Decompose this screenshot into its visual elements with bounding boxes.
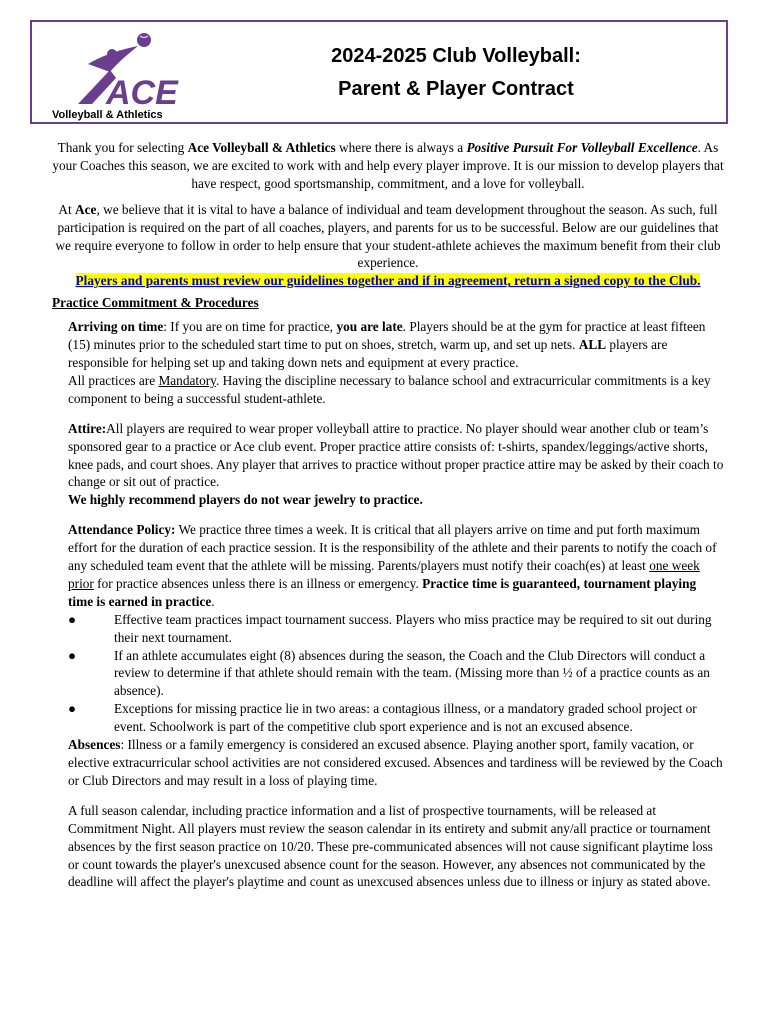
intro-paragraph-1: Thank you for selecting Ace Volleyball & Athletics where there is always a Positive Pursuit For Volleyball Excellence. As your Coaches this season, we are excited to work with and help every player improve. It is our mission to develop players that have respect, good sportsmanship, commitment, and a love for volleyball. — [52, 140, 724, 191]
attendance-bullet-list — [68, 611, 724, 736]
arriving-on-time-block: Arriving on time: If you are on time for practice, you are late. Players should be at the gym for practice at least fifteen (15) minutes prior to the scheduled start time to put on shoes, stretch, warm up, and set up nets. ALL players are responsible for helping set up and taking down nets and equipment at every practice. All practices are Mandatory. Having the discipline necessary to balance school and extracurricular commitments is a key component to being a successful student-athlete. — [68, 319, 711, 406]
bullet-icon: ● — [68, 701, 77, 717]
calendar-block: A full season calendar, including practice information and a list of prospective tournaments, will be released at Commitment Night. All players must review the season calendar in its entirety and submit any/all practice or tournament absences by the first season practice on 10/20. These pre-communicated absences will not cause significant playtime loss or count towards the player's unexcused absence count for the season. However, any absences not communicated by the deadline will affect the player's playtime and count as unexcused absences unless due to illness or injury as stated above. — [68, 802, 713, 890]
attire-block: Attire:All players are required to wear proper volleyball attire to practice. No player should wear another club or team’s sponsored gear to a practice or Ace club event. Proper practice attire consists of: t-shirts, spandex/leggings/active shorts, knee pads, and court shoes. Any player that arrives to practice without proper practice attire may be asked by their coach to change or sit out of practice. We highly recommend players do not wear jewelry to practice. — [68, 420, 724, 508]
page-title — [236, 40, 676, 106]
intro-paragraph-2: At Ace, we believe that it is vital to have a balance of individual and team development throughout the season. As such, full participation is required on the part of all coaches, players, and parents for us to be successful. Below are our guidelines that we require everyone to follow in order to help ensure that your student-athlete achieves the maximum benefit from their club experience. — [55, 201, 721, 271]
contract-body — [52, 139, 724, 891]
jewelry-note: We highly recommend players do not wear jewelry to practice. — [68, 492, 423, 508]
section-title: Practice Commitment & Procedures — [52, 295, 259, 311]
bullet-icon: ● — [68, 611, 77, 627]
highlight-notice: Players and parents must review our guidelines together and if in agreement, return a signed copy to the Club. — [75, 273, 701, 289]
title-line-1: 2024-2025 Club Volleyball: — [331, 45, 581, 67]
ace-logo — [48, 22, 188, 122]
absences-block: Absences: Illness or a family emergency is considered an excused absence. Playing another sport, family vacation, or elective extracurricular school activities are not considered excused. Absences and tardiness will be reviewed by the Coach or Club Directors and may result in a loss of playing time. — [68, 737, 723, 788]
logo-word: ACE — [106, 74, 178, 112]
bullet-icon: ● — [68, 647, 77, 663]
title-line-2: Parent & Player Contract — [338, 78, 574, 100]
list-item: ● Effective team practices impact tournament success. Players who miss practice may be required to sit out during their next tournament. — [68, 611, 712, 645]
list-item: ● If an athlete accumulates eight (8) absences during the season, the Coach and the Club Directors will conduct a review to determine if that athlete should remain with the team. (Missing more than ½ of a practice counts as an absence). — [68, 647, 710, 699]
list-item: ● Exceptions for missing practice lie in two areas: a contagious illness, or a mandatory graded school project or event. Schoolwork is part of the competitive club sport experience and is not an excused absence. — [68, 701, 697, 735]
attendance-policy-block: Attendance Policy: We practice three times a week. It is critical that all players arrive on time and put forth maximum effort for the duration of each practice session. It is the responsibility of the athlete and their parents to notify the coach of any scheduled team event that the athlete will be missing. Parents/players must notify their coach(es) at least one week prior for practice absences unless there is an illness or emergency. Practice time is guaranteed, tournament playing time is earned in practice. — [68, 522, 717, 609]
logo-tagline: Volleyball & Athletics — [52, 109, 163, 121]
